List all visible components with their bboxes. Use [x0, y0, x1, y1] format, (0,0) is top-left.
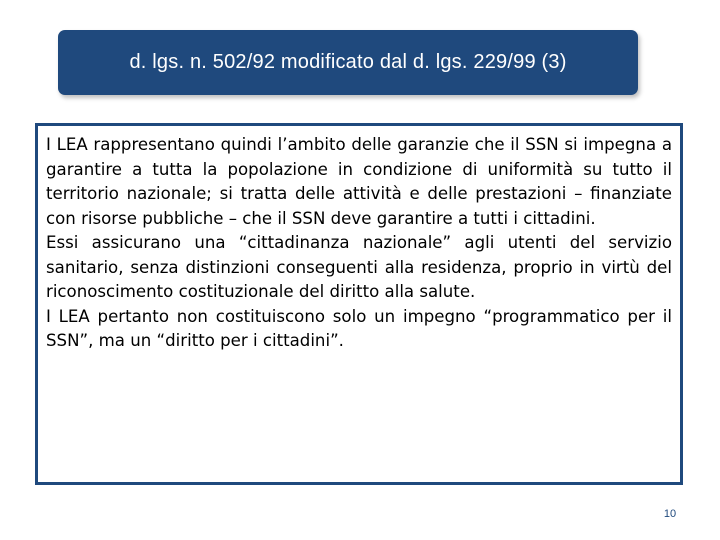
paragraph-lea-definition: I LEA rappresentano quindi l’ambito delle garanzie che il SSN si impegna a garantire a tutta la popolazione in condizione di uniformità su tutto il territorio nazionale; si tratta delle attività e delle prestazioni – finanziate con risorse pubbliche – che il SSN deve garantire a tutti i cittadini. — [46, 135, 672, 228]
content-box — [35, 123, 683, 485]
page-number: 10 — [663, 508, 677, 520]
paragraph-cittadinanza: Essi assicurano una “cittadinanza nazionale” agli utenti del servizio sanitario, senza distinzioni conseguenti alla residenza, proprio in virtù del riconoscimento costituzionale del diritto alla salute. — [46, 233, 672, 301]
title-bar — [58, 30, 638, 95]
paragraph-diritto: I LEA pertanto non costituiscono solo un impegno “programmatico per il SSN”, ma un “diritto per i cittadini”. — [46, 306, 672, 350]
slide-title: d. lgs. n. 502/92 modificato dal d. lgs. 229/99 (3) — [129, 51, 567, 73]
